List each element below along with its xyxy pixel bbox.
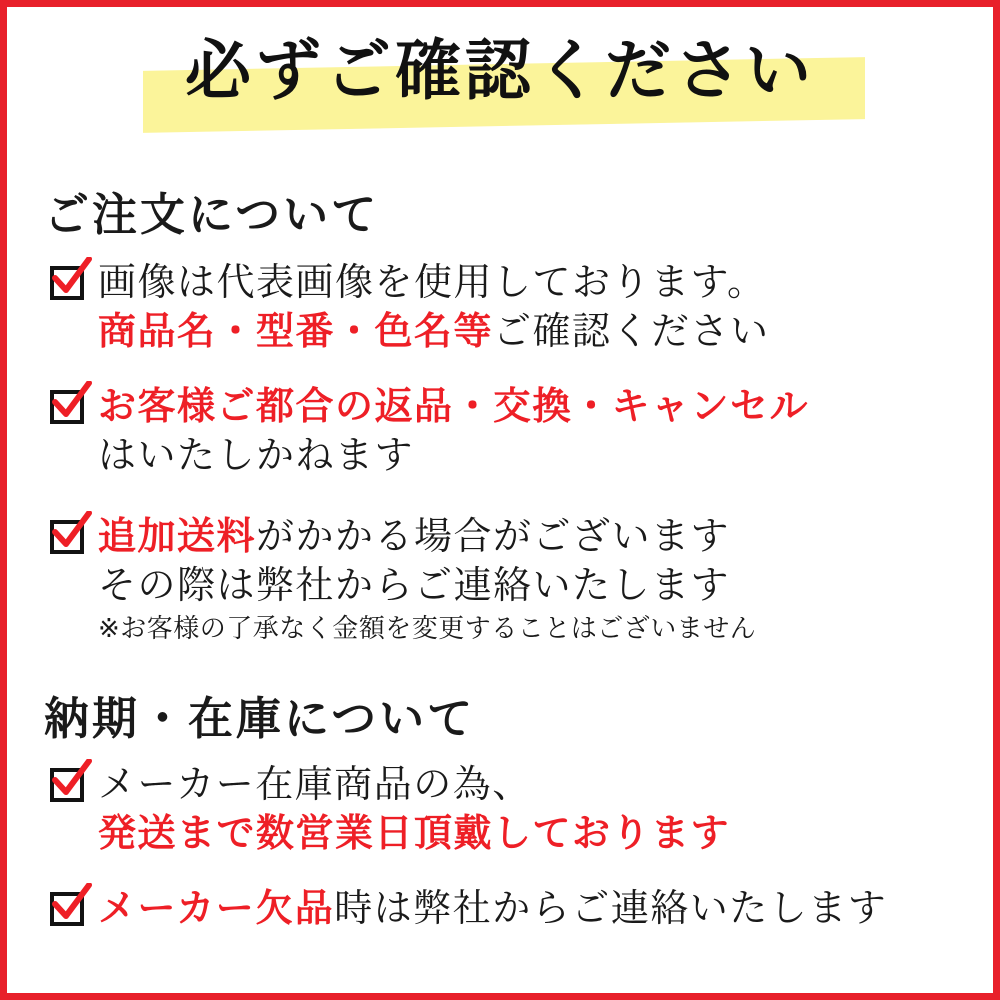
shipping-note-line2: その際は弊社からご連絡いたします: [98, 562, 731, 607]
stock-note-line2: 発送まで数営業日頂戴しております: [98, 810, 731, 855]
checkbox-icon: [48, 518, 88, 558]
shipping-note-footnote: ※お客様の了承なく金額を変更することはございません: [98, 614, 757, 645]
shipping-note-line1-black: がかかる場合がございます: [256, 514, 731, 558]
cancel-note-line1: お客様ご都合の返品・交換・キャンセル: [98, 384, 810, 428]
list-item-shipping-note: [48, 512, 968, 647]
checkbox-icon: [48, 264, 88, 304]
checkbox-icon: [48, 890, 88, 930]
image-note-line1: 画像は代表画像を使用しております。: [98, 260, 767, 304]
cancel-note-line2: はいたしかねます: [98, 432, 415, 477]
shipping-note-line1-red: 追加送料: [98, 514, 257, 558]
shortage-note-line1-red: メーカー欠品: [98, 886, 335, 930]
section-heading-order: ご注文について: [44, 188, 380, 241]
checkbox-icon: [48, 388, 88, 428]
list-item-stock-note: [48, 760, 968, 857]
stock-note-line1: メーカー在庫商品の為、: [98, 762, 532, 806]
page-title: [0, 32, 1000, 109]
list-item-shortage-note: [48, 884, 968, 933]
list-item-cancel-note: [48, 382, 968, 479]
checkbox-icon: [48, 766, 88, 806]
shortage-note-line1-black: 時は弊社からご連絡いたします: [334, 886, 888, 930]
section-heading-delivery: 納期・在庫について: [44, 692, 476, 745]
image-note-line2-red: 商品名・型番・色名等: [98, 308, 494, 353]
list-item-image-note: [48, 258, 968, 355]
image-note-line2-black: ご確認ください: [493, 308, 770, 353]
page-title-text: 必ずご確認ください: [185, 32, 815, 109]
